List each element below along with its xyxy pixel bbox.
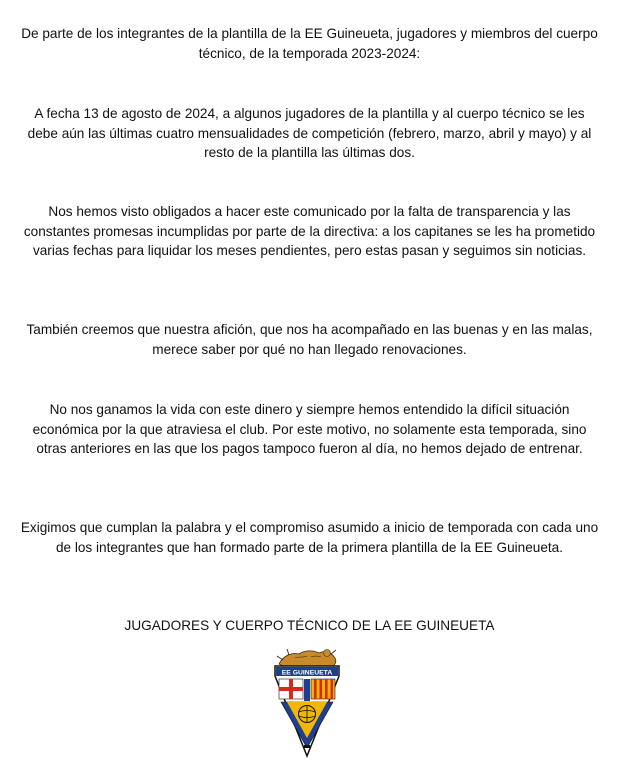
paragraph-intro: De parte de los integrantes de la plantilla de la EE Guineueta, jugadores y miembros del cuerpo técnico, de la temporada 2023-2024: xyxy=(21,26,598,61)
paragraph-situation: No nos ganamos la vida con este dinero y siempre hemos entendido la difícil situación económica por la que atraviesa el club. Por este motivo, no solamente esta temporada, sino otras anteriores en las que los pagos tampoco fueron al día, no hemos dejado de entrenar. xyxy=(32,402,587,456)
paragraph-supporters: También creemos que nuestra afición, que nos ha acompañado en las buenas y en las malas, merece saber por qué no han llegado renovaciones. xyxy=(26,322,593,357)
crest-animal xyxy=(277,649,336,666)
crest-banner-text: EE GUINEUETA xyxy=(281,669,333,677)
paragraph-demand: Exigimos que cumplan la palabra y el compromiso asumido a inicio de temporada con cada uno de los integrantes que han formado parte de la primera plantilla de la EE Guineueta. xyxy=(20,520,599,555)
club-crest-icon xyxy=(269,644,345,758)
paragraph-debt: A fecha 13 de agosto de 2024, a algunos jugadores de la plantilla y al cuerpo técnico se les debe aún las últimas cuatro mensualidades de competición (febrero, marzo, abril y mayo) y al resto de la plantilla las últimas dos. xyxy=(27,106,592,160)
paragraph-transparency: Nos hemos visto obligados a hacer este comunicado por la falta de transparencia y las constantes promesas incumplidas por parte de la directiva: a los capitanes se les ha prometido varias fechas para liquidar los meses pendientes, pero estas pasan y seguimos sin noticias. xyxy=(23,204,596,258)
signature: JUGADORES Y CUERPO TÉCNICO DE LA EE GUINEUETA xyxy=(124,618,495,633)
